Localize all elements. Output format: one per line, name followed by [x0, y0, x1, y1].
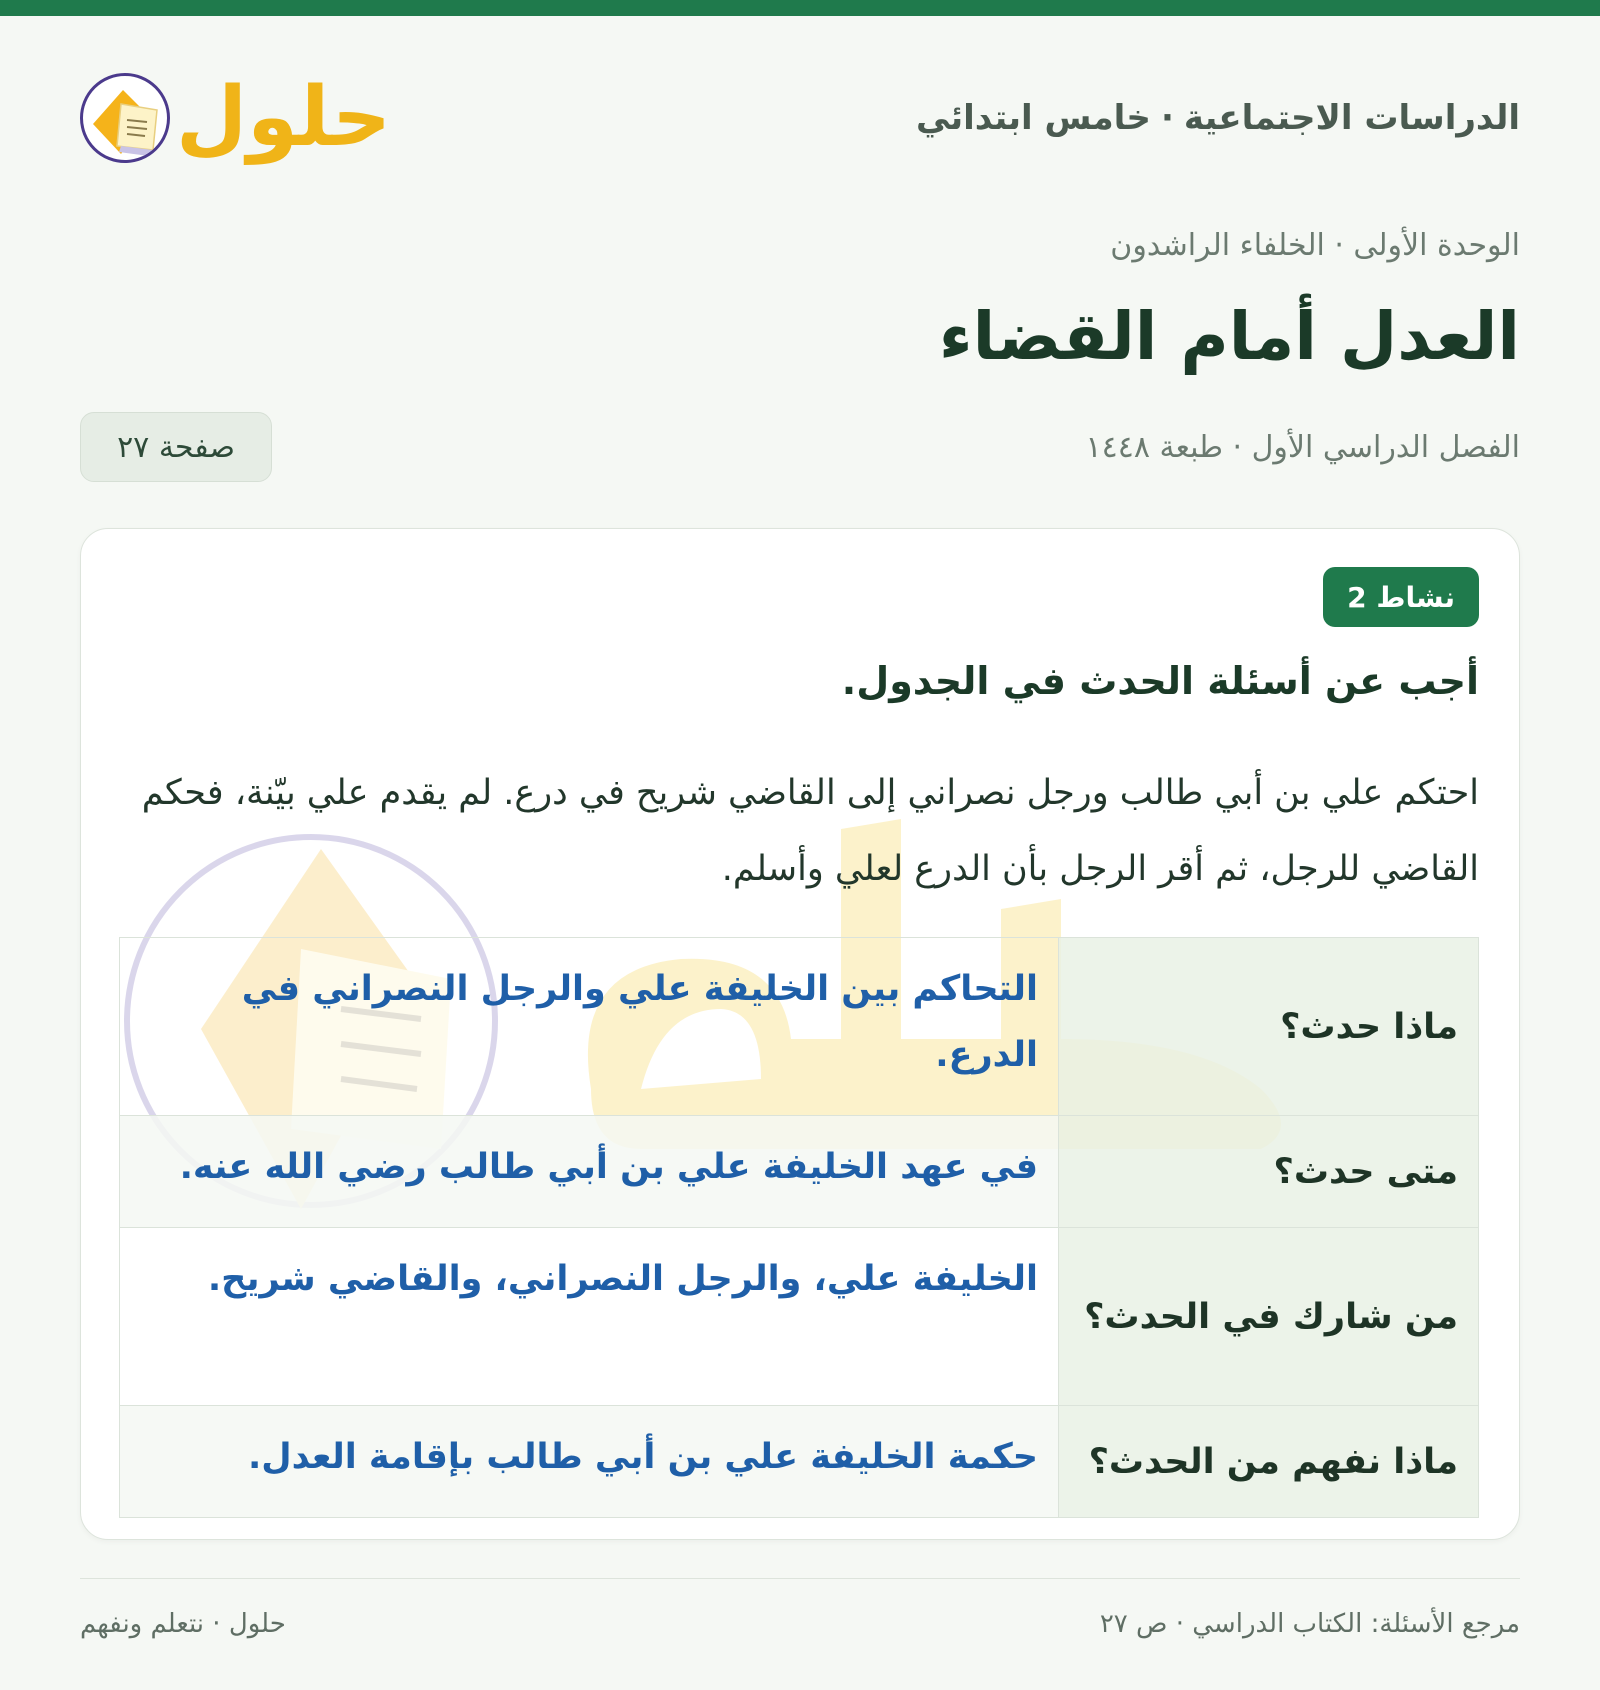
question-cell: متى حدث؟	[1059, 1116, 1479, 1228]
page-number-badge: صفحة ٢٧	[80, 412, 272, 482]
activity-card	[80, 528, 1520, 1540]
question-cell: من شارك في الحدث؟	[1059, 1228, 1479, 1406]
answer-cell: حكمة الخليفة علي بن أبي طالب بإقامة العدل.	[120, 1406, 1059, 1518]
table-row	[120, 1116, 1479, 1228]
question-cell: ماذا نفهم من الحدث؟	[1059, 1406, 1479, 1518]
page-container	[80, 16, 1520, 1690]
site-logo[interactable]	[80, 66, 392, 170]
term-info: الفصل الدراسي الأول · طبعة ١٤٤٨	[1085, 429, 1520, 465]
answer-cell: الخليفة علي، والرجل النصراني، والقاضي شريح.	[120, 1228, 1059, 1406]
question-cell: ماذا حدث؟	[1059, 938, 1479, 1116]
subject-separator: ·	[1160, 98, 1174, 138]
footer-reference: مرجع الأسئلة: الكتاب الدراسي · ص ٢٧	[1099, 1609, 1520, 1639]
activity-badge: نشاط 2	[1323, 567, 1479, 627]
logo-book-icon	[80, 73, 170, 163]
logo-wordmark: حلول	[176, 70, 392, 165]
table-row	[120, 1228, 1479, 1406]
subject-title	[916, 98, 1520, 138]
answer-cell: في عهد الخليفة علي بن أبي طالب رضي الله عنه.	[120, 1116, 1059, 1228]
page-title: العدل أمام القضاء	[938, 298, 1520, 375]
lesson-meta-row	[80, 412, 1520, 482]
top-accent-bar	[0, 0, 1600, 16]
table-row	[120, 938, 1479, 1116]
subject-name: الدراسات الاجتماعية	[1183, 98, 1520, 138]
grade-name: خامس ابتدائي	[915, 98, 1151, 138]
answer-cell: التحاكم بين الخليفة علي والرجل النصراني في الدرع.	[120, 938, 1059, 1116]
footer-brand: حلول · نتعلم ونفهم	[80, 1609, 286, 1639]
activity-story: احتكم علي بن أبي طالب ورجل نصراني إلى القاضي شريح في درع. لم يقدم علي بيّنة، فحكم القاضي للرجل، ثم أقر الرجل بأن الدرع لعلي وأسلم.	[141, 773, 1479, 889]
qa-table	[119, 937, 1479, 1518]
site-header	[80, 68, 1520, 168]
table-row	[120, 1406, 1479, 1518]
unit-breadcrumb: الوحدة الأولى · الخلفاء الراشدون	[1110, 228, 1520, 263]
activity-instruction: أجب عن أسئلة الحدث في الجدول.	[841, 659, 1479, 703]
page-footer	[80, 1578, 1520, 1639]
